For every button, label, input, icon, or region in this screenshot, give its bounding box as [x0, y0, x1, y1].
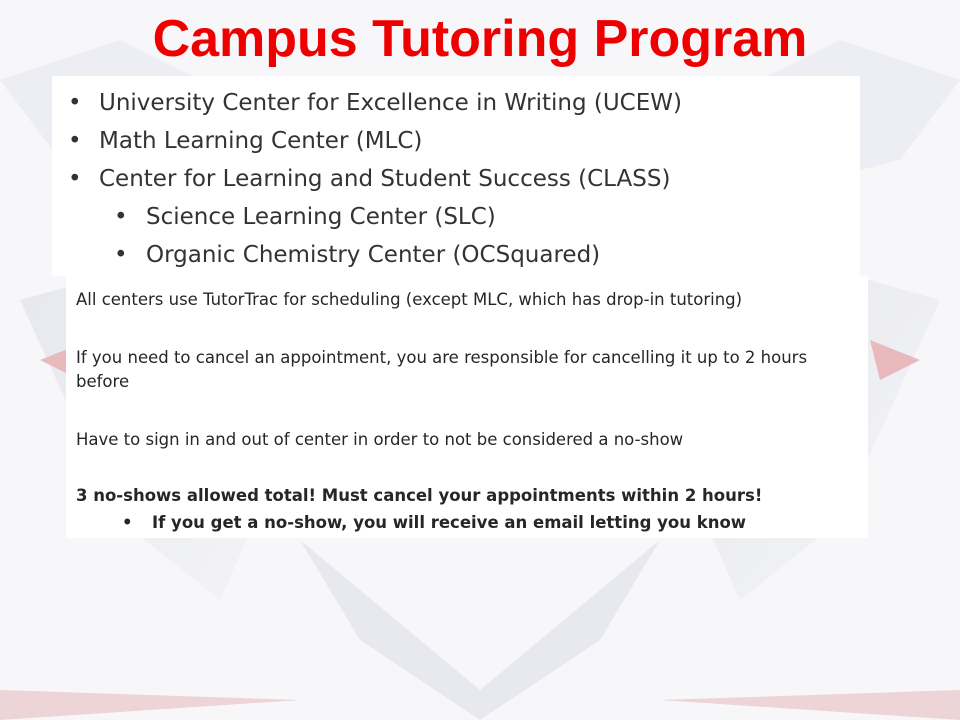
- center-slc: Science Learning Center (SLC): [146, 204, 496, 230]
- slide-title: Campus Tutoring Program: [152, 10, 808, 68]
- no-show-email-note: If you get a no-show, you will receive an email letting you know: [152, 513, 747, 532]
- center-mlc: Math Learning Center (MLC): [99, 128, 423, 154]
- bullet-icon: •: [114, 204, 128, 230]
- bullet-icon: •: [114, 242, 128, 268]
- list-item: [52, 198, 860, 236]
- centers-list: [52, 84, 860, 274]
- no-shows-note: 3 no-shows allowed total! Must cancel your appointments within 2 hours!: [76, 486, 763, 505]
- list-item: [52, 236, 860, 274]
- sign-in-note: Have to sign in and out of center in order to not be considered a no-show: [76, 430, 684, 449]
- bullet-icon: •: [68, 90, 82, 116]
- cancel-note: If you need to cancel an appointment, you are responsible for cancelling it up to 2 hours before: [76, 348, 808, 391]
- center-ucew: University Center for Excellence in Writing (UCEW): [99, 90, 682, 116]
- scheduling-note: All centers use TutorTrac for scheduling (except MLC, which has drop-in tutoring): [76, 290, 743, 309]
- list-item: [52, 122, 860, 160]
- bullet-icon: •: [68, 166, 82, 192]
- center-ocsquared: Organic Chemistry Center (OCSquared): [146, 242, 601, 268]
- bullet-icon: •: [68, 128, 82, 154]
- list-item: [52, 160, 860, 198]
- bullet-icon: •: [122, 513, 133, 532]
- center-class: Center for Learning and Student Success (CLASS): [99, 166, 671, 192]
- list-item: [52, 84, 860, 122]
